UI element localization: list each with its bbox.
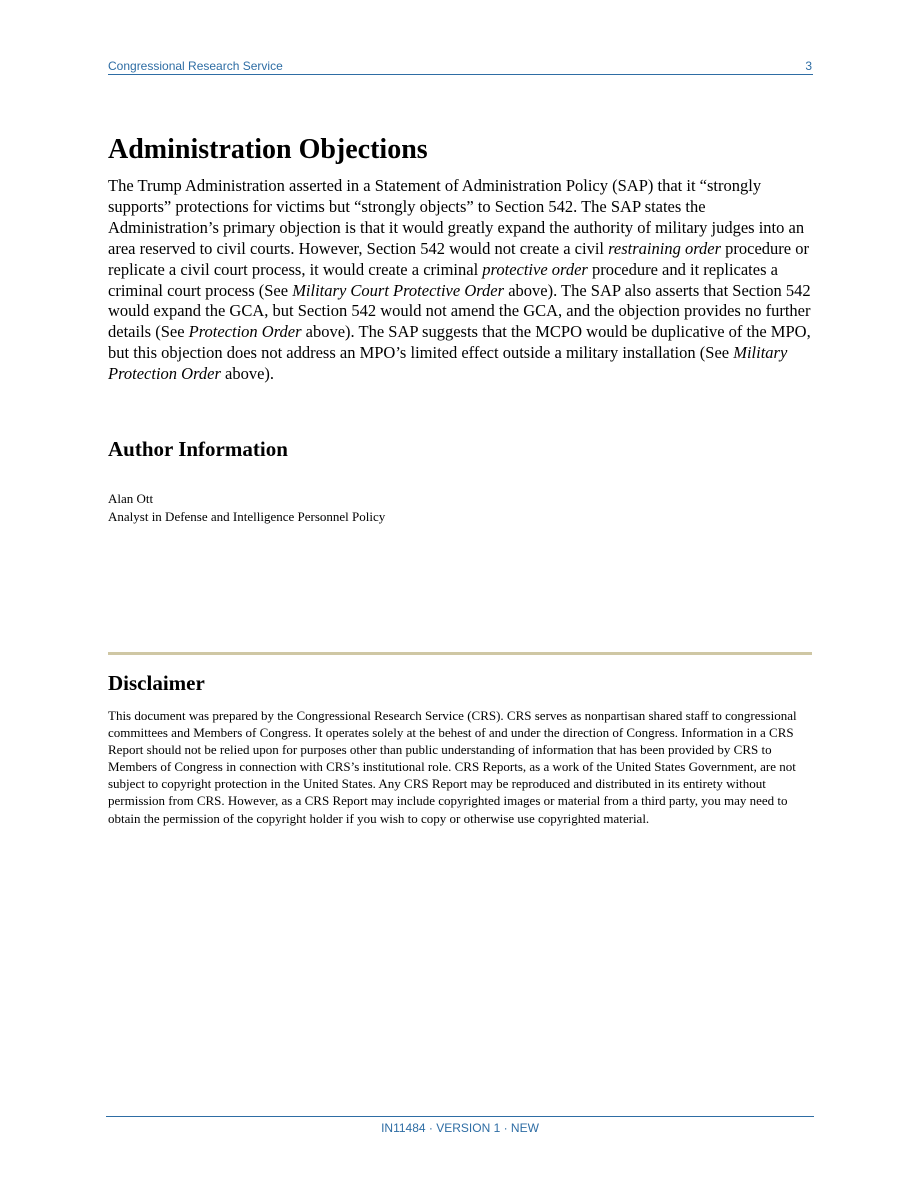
text-run: above). The SAP also asserts that Section 542 would expand the GCA, but Section 542 would not amend the GCA, and the objection provides no further details (See: [108, 280, 811, 342]
disclaimer-text: This document was prepared by the Congressional Research Service (CRS). CRS serves as nonpartisan shared staff to congressional committees and Members of Congress. It operates solely at the behest of and under the direction of Congress. Information in a CRS Report should not be relied upon for purposes other than public understanding of information that has been provided by CRS to Members of Congress in connection with CRS’s institutional role. CRS Reports, as a work of the United States Government, are not subject to copyright protection in the United States. Any CRS Report may be reproduced and distributed in its entirety without permission from CRS. However, as a CRS Report may include copyrighted images or material from a third party, you may need to obtain the permission of the copyright holder if you wish to copy or otherwise use copyrighted material.: [108, 708, 797, 826]
italic-ref: restraining order: [608, 238, 722, 258]
section-divider: [108, 652, 812, 655]
section-title-author-information: Author Information: [108, 437, 288, 461]
footer-divider: [106, 1116, 814, 1117]
footer-document-id: IN11484 · VERSION 1 · NEW: [381, 1121, 539, 1135]
italic-ref: protective order: [482, 259, 588, 279]
page-header: [108, 58, 813, 75]
author-name: Alan Ott: [108, 491, 154, 506]
text-run: procedure or replicate a civil court process, it would create a criminal: [108, 238, 809, 279]
author-role: Analyst in Defense and Intelligence Personnel Policy: [108, 509, 386, 524]
italic-ref: Protection Order: [188, 322, 302, 342]
italic-ref: Military Court Protective Order: [292, 280, 505, 300]
text-run: The Trump Administration asserted in a Statement of Administration Policy (SAP) that it “strongly supports” protections for victims but “strongly objects” to Section 542. The SAP states the Administration’s primary objection is that it would greatly expand the authority of military judges into an area reserved to civil courts. However, Section 542 would not create a civil: [108, 176, 805, 258]
section-title-administration-objections: Administration Objections: [108, 134, 428, 165]
text-run: procedure and it replicates a criminal court process (See: [108, 259, 778, 300]
italic-ref: Military Protection Order: [108, 343, 788, 384]
author-block: [108, 490, 385, 526]
section-title-disclaimer: Disclaimer: [108, 671, 205, 695]
text-run: above).: [220, 364, 275, 384]
body-paragraph: [108, 176, 814, 385]
page-number: 3: [805, 59, 812, 73]
header-org-name: Congressional Research Service: [108, 59, 283, 73]
text-run: above). The SAP suggests that the MCPO would be duplicative of the MPO, but this objection does not address an MPO’s limited effect outside a military installation (See: [108, 322, 811, 363]
